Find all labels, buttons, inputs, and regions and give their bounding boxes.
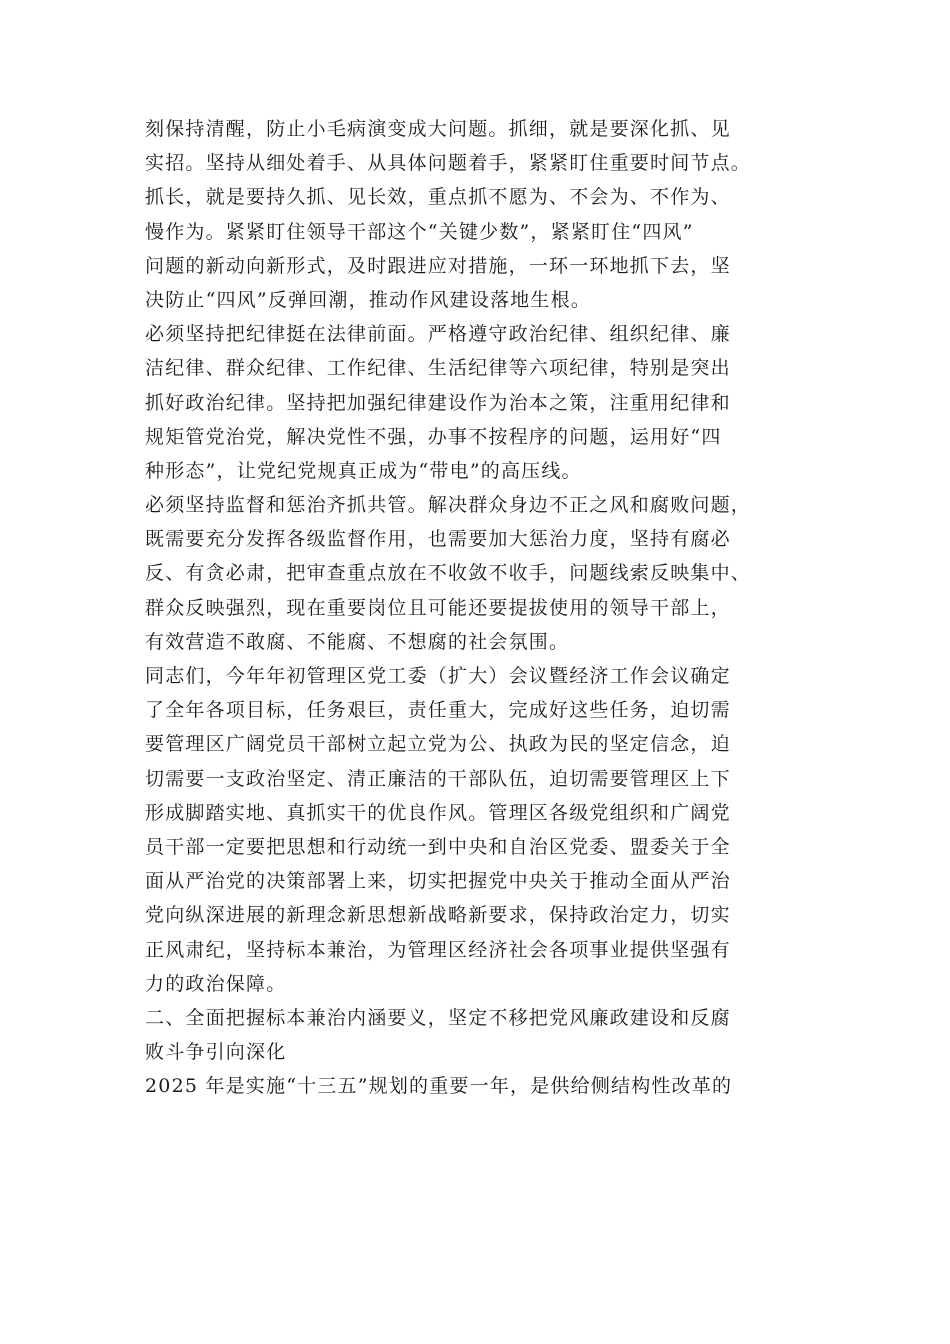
text-line: 群众反映强烈，现在重要岗位且可能还要提拔使用的领导干部上， xyxy=(145,596,731,619)
text-line: 抓长，就是要持久抓、见长效，重点抓不愿为、不会为、不作为、 xyxy=(145,186,731,209)
text-line: 切需要一支政治坚定、清正廉洁的干部队伍，迫切需要管理区上下 xyxy=(145,767,731,790)
text-line: 有效营造不敢腐、不能腐、不想腐的社会氛围。 xyxy=(145,630,570,653)
text-line: 同志们，今年年初管理区党工委（扩大）会议暨经济工作会议确定 xyxy=(145,665,731,687)
text-line: 洁纪律、群众纪律、工作纪律、生活纪律等六项纪律，特别是突出 xyxy=(145,357,731,380)
text-line: 力的政治保障。 xyxy=(145,972,287,995)
text-line: 既需要充分发挥各级监督作用，也需要加大惩治力度，坚持有腐必 xyxy=(145,528,731,551)
text-line: 决防止“四风”反弹回潮，推动作风建设落地生根。 xyxy=(145,288,592,311)
section-heading-line: 二、全面把握标本兼治内涵要义，坚定不移把党风廉政建设和反腐 xyxy=(145,1006,731,1029)
text-line: 了全年各项目标，任务艰巨，责任重大，完成好这些任务，迫切需 xyxy=(145,699,731,722)
text-line: 2025 年是实施“十三五”规划的重要一年，是供给侧结构性改革的 xyxy=(145,1075,733,1098)
text-line: 反、有贪必肃，把审查重点放在不收敛不收手，问题线索反映集中、 xyxy=(145,562,752,585)
text-line: 种形态”，让党纪党规真正成为“带电”的高压线。 xyxy=(145,459,582,482)
text-line: 必须坚持监督和惩治齐抓共管。解决群众身边不正之风和腐败问题， xyxy=(145,494,752,517)
text-line: 要管理区广阔党员干部树立起立党为公、执政为民的坚定信念，迫 xyxy=(145,733,731,756)
document-body-text xyxy=(145,112,825,1103)
text-line: 刻保持清醒，防止小毛病演变成大问题。抓细，就是要深化抓、见 xyxy=(145,118,731,140)
text-line: 形成脚踏实地、真抓实干的优良作风。管理区各级党组织和广阔党 xyxy=(145,801,731,824)
text-line: 党向纵深进展的新理念新思想新战略新要求，保持政治定力，切实 xyxy=(145,904,731,927)
text-line: 员干部一定要把思想和行动统一到中央和自治区党委、盟委关于全 xyxy=(145,835,731,858)
text-line: 抓好政治纪律。坚持把加强纪律建设作为治本之策，注重用纪律和 xyxy=(145,391,731,414)
text-line: 实招。坚持从细处着手、从具体问题着手，紧紧盯住重要时间节点。 xyxy=(145,152,752,175)
text-line: 问题的新动向新形式，及时跟进应对措施，一环一环地抓下去，坚 xyxy=(145,254,731,277)
text-line: 面从严治党的决策部署上来，切实把握党中央关于推动全面从严治 xyxy=(145,870,731,893)
text-line: 正风肃纪，坚持标本兼治，为管理区经济社会各项事业提供坚强有 xyxy=(145,938,731,961)
text-line: 规矩管党治党，解决党性不强，办事不按程序的问题，运用好“四 xyxy=(145,425,722,448)
text-line: 必须坚持把纪律挺在法律前面。严格遵守政治纪律、组织纪律、廉 xyxy=(145,323,731,346)
text-line: 慢作为。紧紧盯住领导干部这个“关键少数”，紧紧盯住“四风” xyxy=(145,220,694,243)
section-heading-line: 败斗争引向深化 xyxy=(145,1041,287,1064)
